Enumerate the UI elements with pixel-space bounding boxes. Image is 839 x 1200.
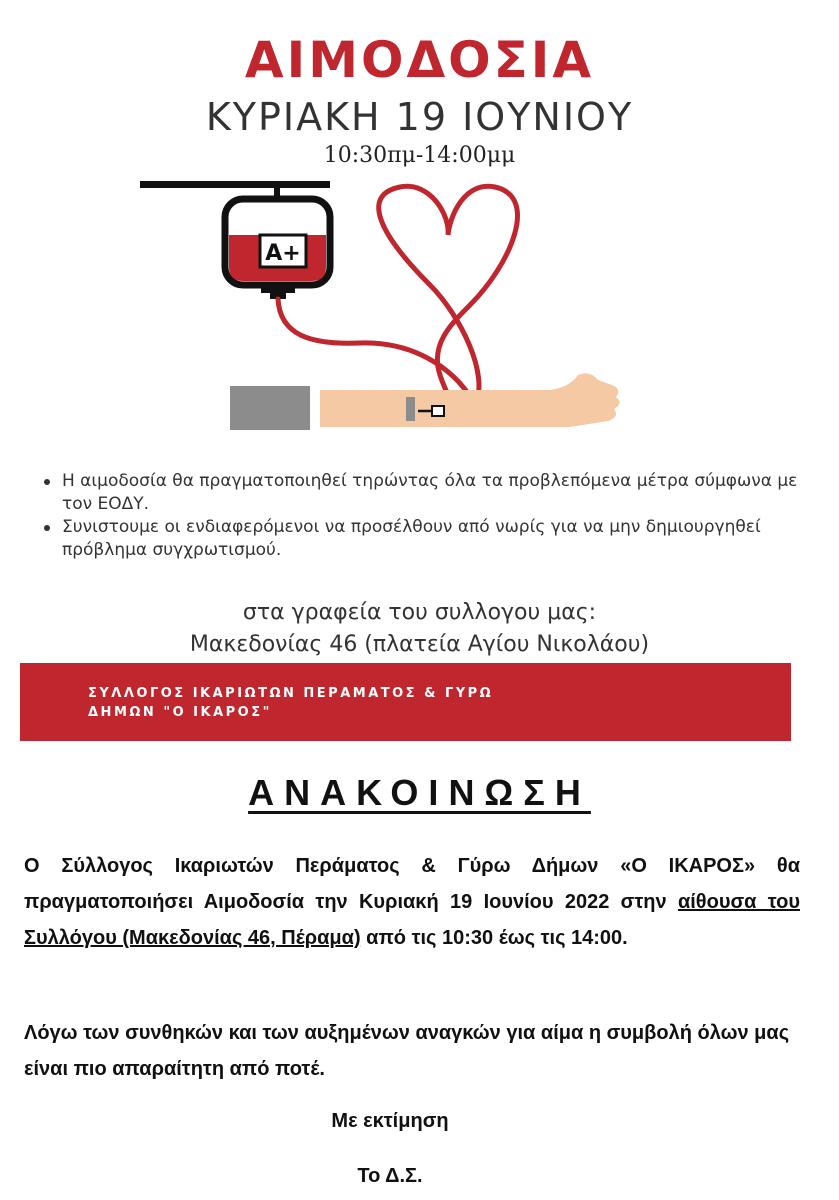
venue-line-2: Μακεδονίας 46 (πλατεία Αγίου Νικολάου) <box>189 632 650 657</box>
association-banner-text <box>88 684 728 722</box>
list-item <box>40 516 800 562</box>
closing-salutation: Με εκτίμηση <box>331 1110 449 1132</box>
poster-date: ΚΥΡΙΑΚΗ 19 ΙΟΥΝΙΟΥ <box>205 95 634 139</box>
poster-time: 10:30πμ-14:00μμ <box>323 143 516 168</box>
iv-stand-bar-icon <box>140 181 330 188</box>
bullet-dot-icon <box>44 525 50 531</box>
paragraph-1-text-end: από τις 10:30 έως τις 14:00. <box>360 927 628 949</box>
blood-bag-icon <box>225 199 330 299</box>
signature: Το Δ.Σ. <box>357 1165 423 1187</box>
venue-block <box>0 597 839 661</box>
venue-line-1: στα γραφεία του συλλογου μας: <box>242 600 597 625</box>
venue-underlined-text: αίθουσα του Συλλόγου (Μακεδονίας 46, Πέραμα) <box>24 891 801 949</box>
announcement-heading-text: ΑΝΑΚΟΙΝΩΣΗ <box>248 772 591 813</box>
banner-line-2: ΔΗΜΩΝ "Ο ΙΚΑΡΟΣ" <box>88 705 272 720</box>
blood-type-label: A+ <box>265 241 301 266</box>
arm-icon <box>230 373 620 430</box>
announcement-paragraph-2: Λόγω των συνθηκών και των αυξημένων αναγκών για αίμα η συμβολή όλων μας είναι πιο απαραίτητη από ποτέ. <box>24 1022 790 1080</box>
announcement-heading <box>0 772 839 814</box>
blood-donation-illustration <box>130 175 630 450</box>
poster-bullet-list <box>40 470 800 562</box>
announcement-paragraph-1 <box>24 848 800 956</box>
poster-title: ΑΙΜΟΔΟΣΙΑ <box>244 31 595 89</box>
bullet-text: Συνιστουμε οι ενδιαφερόμενοι να προσέλθουν από νωρίς για να μην δημιουργηθεί πρόβλημα συγχρωτισμού. <box>62 517 761 560</box>
list-item <box>40 470 800 516</box>
bullet-text: Η αιμοδοσία θα πραγματοποιηθεί τηρώντας όλα τα προβλεπόμενα μέτρα σύμφωνα με τον ΕΟΔΥ. <box>62 471 798 514</box>
paragraph-1-text: Ο Σύλλογος Ικαριωτών Περάματος & Γύρω Δήμων «Ο ΙΚΑΡΟΣ» θα πραγματοποιήσει Αιμοδοσία την Κυριακή 19 Ιουνίου 2022 στην <box>24 855 800 913</box>
bullet-dot-icon <box>44 479 50 485</box>
banner-line-1: ΣΥΛΛΟΓΟΣ ΙΚΑΡΙΩΤΩΝ ΠΕΡΑΜΑΤΟΣ & ΓΥΡΩ <box>88 686 494 701</box>
